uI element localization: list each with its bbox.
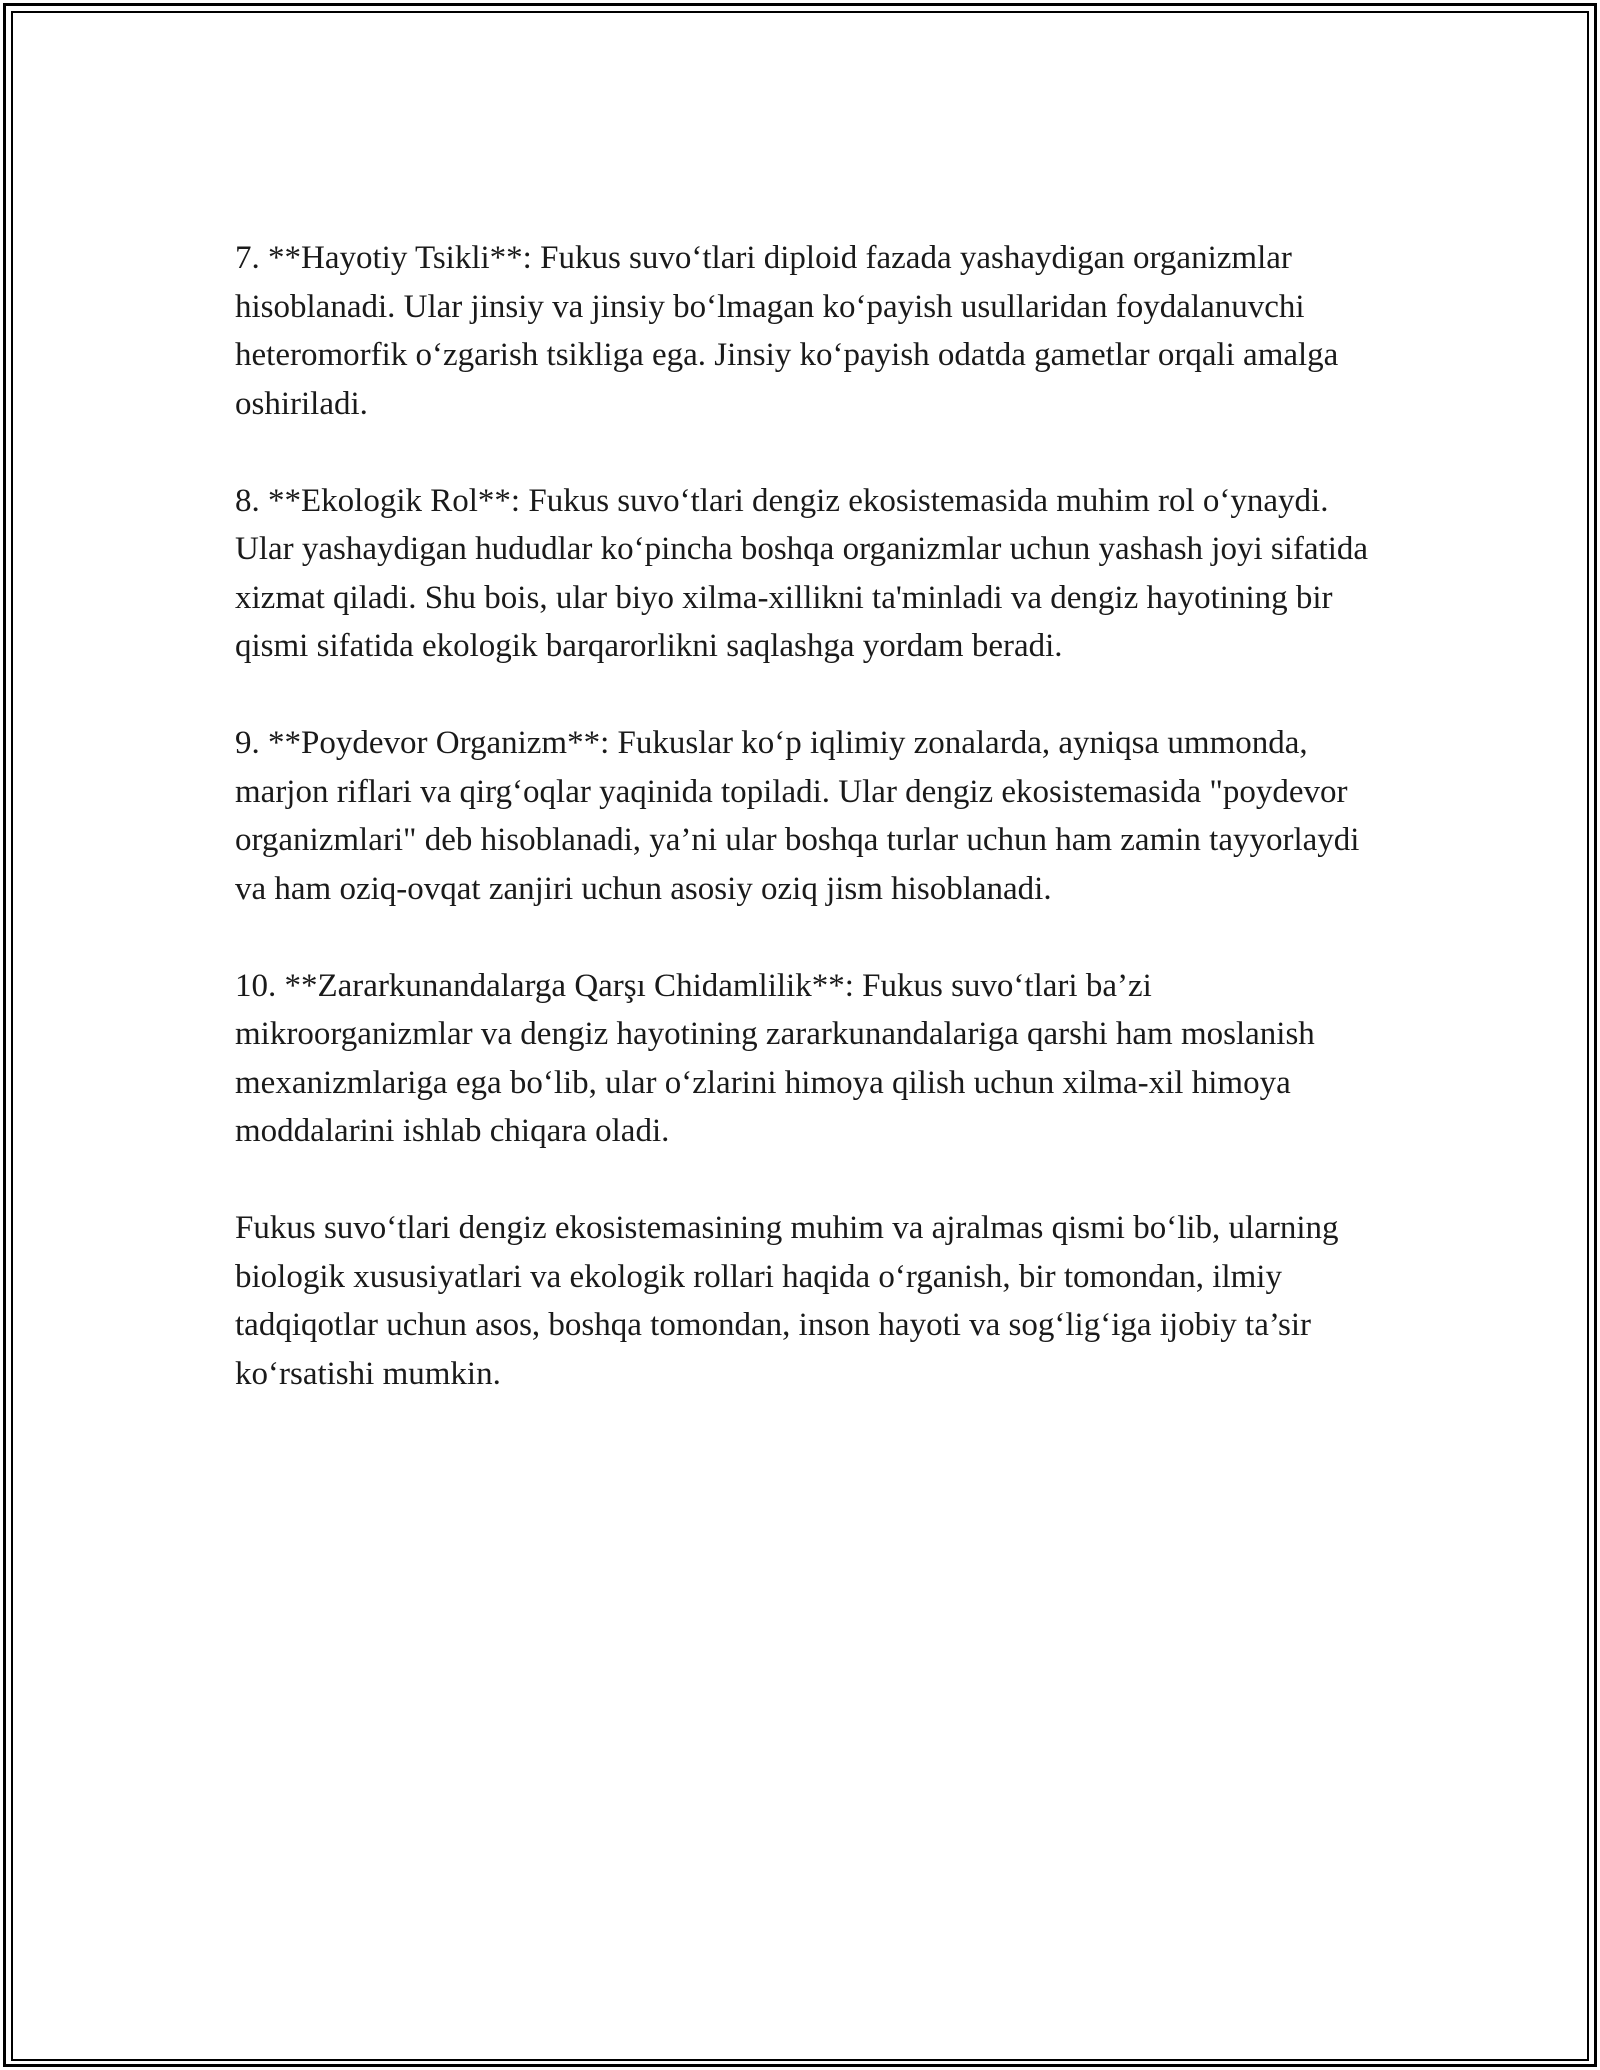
paragraph-ecological-role: 8. **Ekologik Rol**: Fukus suvo‘tlari dengiz ekosistemasida muhim rol o‘ynaydi. Ular yashaydigan hududlar ko‘pincha boshqa organizmlar uchun yashash joyi sifatida xizmat qiladi. Shu bois, ular biyo xilma-xillikni ta'minladi va dengiz hayotining bir qismi sifatida ekologik barqarorlikni saqlashga yordam beradi. [235, 482, 1369, 664]
paragraph-life-cycle: 7. **Hayotiy Tsikli**: Fukus suvo‘tlari diploid fazada yashaydigan organizmlar hisoblanadi. Ular jinsiy va jinsiy bo‘lmagan ko‘payish usullaridan foydalanuvchi heteromorfik o‘zgarish tsikliga ega. Jinsiy ko‘payish odatda gametlar orqali amalga oshiriladi. [235, 240, 1339, 422]
paragraph-foundation-organism: 9. **Poydevor Organizm**: Fukuslar ko‘p iqlimiy zonalarda, ayniqsa ummonda, marjon riflari va qirg‘oqlar yaqinida topiladi. Ular dengiz ekosistemasida "poydevor organizmlari" deb hisoblanadi, ya’ni ular boshqa turlar uchun ham zamin tayyorlaydi va ham oziq-ovqat zanjiri uchun asosiy oziq jism hisoblanadi. [235, 725, 1360, 907]
document-body [235, 234, 1370, 1447]
paragraph-pest-resistance: 10. **Zararkunandalarga Qarşı Chidamlilik**: Fukus suvo‘tlari ba’zi mikroorganizmlar va dengiz hayotining zararkunandalariga qarshi ham moslanish mexanizmlariga ega bo‘lib, ular o‘zlarini himoya qilish uchun xilma-xil himoya moddalarini ishlab chiqara oladi. [235, 967, 1315, 1149]
paragraph-conclusion: Fukus suvo‘tlari dengiz ekosistemasining muhim va ajralmas qismi bo‘lib, ularning biologik xususiyatlari va ekologik rollari haqida o‘rganish, bir tomondan, ilmiy tadqiqotlar uchun asos, boshqa tomondan, inson hayoti va sog‘lig‘iga ijobiy ta’sir ko‘rsatishi mumkin. [235, 1210, 1339, 1392]
